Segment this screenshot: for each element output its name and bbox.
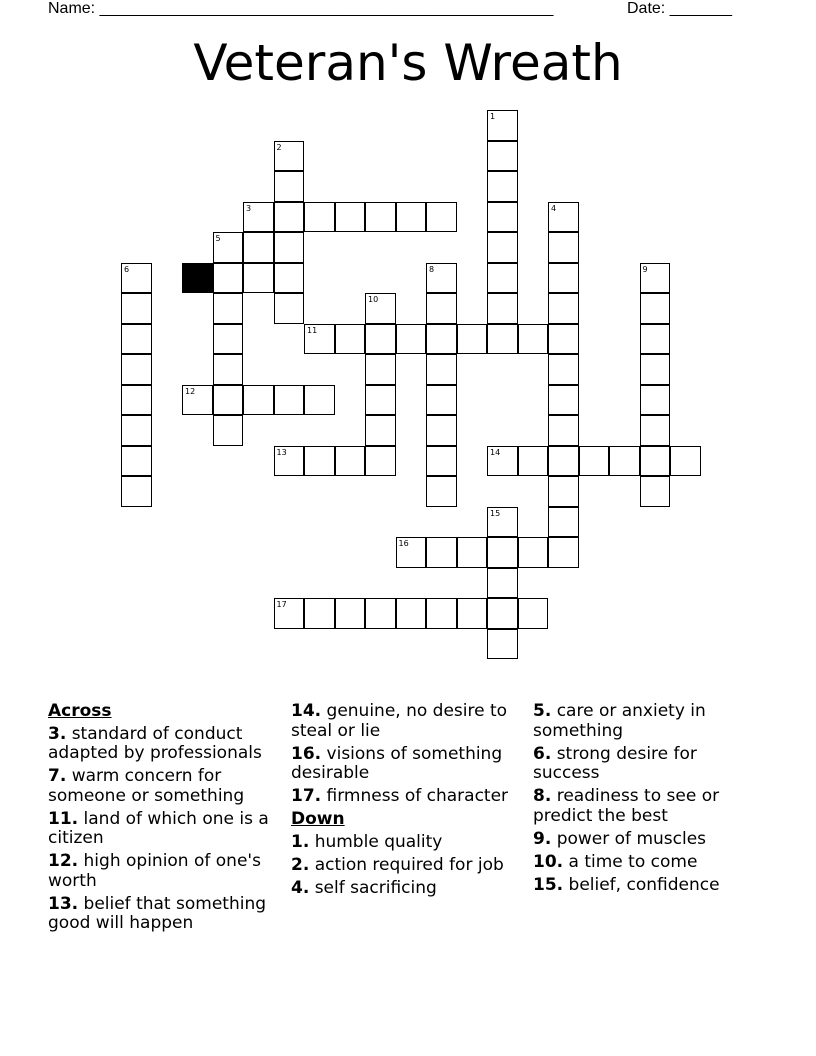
grid-cell[interactable] [426, 598, 457, 629]
clue-number: 6. [533, 743, 552, 764]
clue-text: land of which one is a citizen [48, 808, 269, 848]
clue-text: visions of something desirable [291, 743, 503, 783]
cell-number: 5 [215, 234, 221, 243]
grid-cell[interactable] [426, 446, 457, 477]
grid-cell[interactable] [426, 415, 457, 446]
grid-cell[interactable] [518, 537, 549, 568]
across-clue [291, 702, 523, 741]
grid-cell[interactable] [335, 446, 366, 477]
grid-cell[interactable] [487, 537, 518, 568]
down-clue [291, 856, 523, 876]
clue-text: self sacrificing [314, 877, 437, 898]
puzzle-title: Veteran's Wreath [193, 34, 623, 92]
name-field-label[interactable]: Name: ___________________________________________________ [48, 0, 554, 17]
grid-cell[interactable] [487, 324, 518, 355]
clue-number: 12. [48, 851, 79, 871]
grid-cell[interactable] [548, 293, 579, 324]
grid-cell[interactable] [640, 476, 671, 507]
grid-cell[interactable] [487, 202, 518, 233]
down-clue [533, 787, 765, 826]
grid-cell[interactable] [213, 324, 244, 355]
cell-number: 9 [642, 264, 648, 274]
grid-cell[interactable] [213, 385, 244, 416]
grid-cell[interactable] [426, 263, 457, 294]
grid-cell[interactable] [548, 324, 579, 355]
cell-number: 11 [307, 325, 318, 335]
grid-cell[interactable] [457, 537, 488, 568]
across-heading: Across [48, 701, 112, 721]
grid-cell[interactable] [548, 263, 579, 294]
cell-number: 16 [398, 539, 409, 548]
grid-cell[interactable] [274, 385, 305, 416]
grid-cell[interactable] [121, 324, 152, 355]
grid-cell[interactable] [487, 568, 518, 599]
grid-cell[interactable] [548, 385, 579, 416]
clue-number: 14. [291, 701, 322, 721]
grid-cell[interactable] [243, 263, 274, 294]
clue-text: a time to come [568, 851, 698, 872]
clue-text: standard of conduct adapted by professionals [48, 723, 262, 763]
grid-cell[interactable] [365, 446, 396, 477]
grid-cell[interactable] [609, 446, 640, 477]
grid-cell[interactable] [640, 263, 671, 294]
grid-cell[interactable] [579, 446, 610, 477]
clue-text: high opinion of one's worth [48, 851, 261, 891]
grid-cell[interactable] [396, 537, 427, 568]
grid-cell[interactable] [548, 507, 579, 538]
grid-cell[interactable] [274, 232, 305, 263]
grid-cell[interactable] [548, 415, 579, 446]
grid-cell[interactable] [457, 598, 488, 629]
grid-cell[interactable] [640, 385, 671, 416]
cell-number: 13 [276, 447, 287, 457]
cell-number: 12 [185, 386, 196, 396]
grid-cell[interactable] [518, 324, 549, 355]
across-clue [48, 810, 280, 849]
clue-text: strong desire for success [533, 743, 697, 783]
grid-cell[interactable] [304, 324, 335, 355]
grid-cell[interactable] [365, 385, 396, 416]
grid-cell[interactable] [121, 293, 152, 324]
grid-cell[interactable] [487, 293, 518, 324]
grid-cell[interactable] [274, 598, 305, 629]
grid-cell[interactable] [365, 415, 396, 446]
grid-cell[interactable] [396, 202, 427, 233]
grid-cell[interactable] [487, 507, 518, 538]
grid-cell[interactable] [274, 202, 305, 233]
cell-number: 6 [124, 264, 130, 274]
down-clue [533, 853, 765, 873]
grid-cell[interactable] [396, 598, 427, 629]
across-clue [291, 787, 523, 807]
grid-cell[interactable] [457, 324, 488, 355]
grid-cell[interactable] [274, 171, 305, 202]
clue-column-3 [533, 702, 765, 899]
grid-cell[interactable] [426, 293, 457, 324]
grid-cell[interactable] [640, 415, 671, 446]
clue-text: action required for job [314, 854, 504, 875]
grid-cell[interactable] [548, 202, 579, 233]
clue-text: firmness of character [326, 786, 509, 806]
clue-number: 15. [533, 874, 564, 895]
cell-number: 4 [551, 203, 557, 213]
grid-cell[interactable] [274, 263, 305, 294]
grid-cell[interactable] [487, 446, 518, 477]
grid-cell[interactable] [487, 141, 518, 172]
grid-cell[interactable] [213, 415, 244, 446]
grid-cell[interactable] [335, 202, 366, 233]
grid-cell[interactable] [121, 385, 152, 416]
grid-cell[interactable] [548, 232, 579, 263]
cell-number: 14 [490, 447, 501, 457]
clue-number: 2. [291, 854, 310, 875]
grid-cell[interactable] [670, 446, 701, 477]
cell-number: 15 [490, 508, 501, 518]
cell-number: 17 [276, 600, 287, 609]
grid-cell[interactable] [121, 263, 152, 294]
grid-cell[interactable] [304, 446, 335, 477]
grid-cell[interactable] [548, 446, 579, 477]
across-clue [48, 895, 280, 934]
grid-cell[interactable] [548, 354, 579, 385]
grid-cell[interactable] [426, 202, 457, 233]
grid-cell[interactable] [487, 232, 518, 263]
grid-cell[interactable] [121, 476, 152, 507]
grid-cell[interactable] [121, 415, 152, 446]
across-clue [291, 745, 523, 784]
grid-cell[interactable] [426, 354, 457, 385]
grid-cell[interactable] [487, 171, 518, 202]
clue-number: 16. [291, 743, 322, 764]
across-clue [48, 767, 280, 806]
down-clue [533, 876, 765, 896]
grid-cell[interactable] [487, 110, 518, 141]
grid-cell[interactable] [487, 263, 518, 294]
grid-cell[interactable] [365, 293, 396, 324]
clue-text: belief that something good will happen [48, 893, 267, 933]
grid-cell[interactable] [274, 141, 305, 172]
grid-cell[interactable] [396, 324, 427, 355]
clue-number: 9. [533, 828, 552, 849]
grid-cell[interactable] [487, 598, 518, 629]
date-field-label[interactable]: Date: _______ [627, 0, 732, 17]
clue-column-2 [291, 702, 523, 902]
grid-cell[interactable] [304, 202, 335, 233]
clue-number: 8. [533, 786, 552, 806]
grid-cell[interactable] [640, 293, 671, 324]
clue-text: humble quality [314, 831, 443, 852]
grid-cell[interactable] [182, 385, 213, 416]
grid-cell[interactable] [365, 324, 396, 355]
grid-cell[interactable] [335, 324, 366, 355]
grid-cell[interactable] [518, 446, 549, 477]
across-clue [48, 852, 280, 891]
grid-cell[interactable] [640, 324, 671, 355]
grid-cell[interactable] [243, 202, 274, 233]
grid-cell[interactable] [426, 476, 457, 507]
clue-number: 1. [291, 831, 310, 852]
cell-number: 3 [246, 203, 252, 213]
grid-cell[interactable] [365, 202, 396, 233]
grid-cell[interactable] [304, 598, 335, 629]
down-clue [533, 745, 765, 784]
grid-cell[interactable] [426, 385, 457, 416]
grid-cell[interactable] [365, 354, 396, 385]
grid-cell[interactable] [548, 537, 579, 568]
grid-cell[interactable] [426, 537, 457, 568]
grid-cell[interactable] [548, 476, 579, 507]
grid-cell[interactable] [426, 324, 457, 355]
black-cell [182, 263, 213, 294]
clue-number: 17. [291, 786, 322, 806]
grid-cell[interactable] [487, 629, 518, 660]
clue-number: 4. [291, 877, 310, 898]
clue-text: belief, confidence [568, 874, 720, 895]
grid-cell[interactable] [365, 598, 396, 629]
cell-number: 1 [490, 112, 496, 121]
clue-number: 3. [48, 723, 67, 744]
clue-text: genuine, no desire to steal or lie [291, 701, 508, 741]
cell-number: 10 [368, 295, 379, 304]
down-clue [291, 833, 523, 853]
clue-number: 10. [533, 851, 564, 872]
clue-text: care or anxiety in something [533, 701, 706, 741]
grid-cell[interactable] [213, 263, 244, 294]
clue-number: 13. [48, 893, 79, 914]
grid-cell[interactable] [335, 598, 366, 629]
clue-number: 5. [533, 701, 552, 721]
clue-text: warm concern for someone or something [48, 766, 245, 806]
grid-cell[interactable] [640, 354, 671, 385]
grid-cell[interactable] [213, 354, 244, 385]
down-clue [291, 879, 523, 899]
grid-cell[interactable] [213, 293, 244, 324]
grid-cell[interactable] [121, 354, 152, 385]
across-clue [48, 725, 280, 764]
clue-text: readiness to see or predict the best [533, 786, 720, 826]
clue-text: power of muscles [556, 828, 707, 849]
grid-cell[interactable] [121, 446, 152, 477]
clue-number: 7. [48, 766, 67, 786]
down-heading: Down [291, 809, 345, 829]
grid-cell[interactable] [274, 293, 305, 324]
clue-number: 11. [48, 808, 79, 829]
clue-column-1 [48, 702, 280, 937]
grid-cell[interactable] [243, 232, 274, 263]
grid-cell[interactable] [304, 385, 335, 416]
grid-cell[interactable] [640, 446, 671, 477]
cell-number: 8 [429, 264, 435, 274]
grid-cell[interactable] [274, 446, 305, 477]
grid-cell[interactable] [243, 385, 274, 416]
down-clue [533, 830, 765, 850]
cell-number: 2 [276, 142, 282, 152]
grid-cell[interactable] [213, 232, 244, 263]
grid-cell[interactable] [518, 598, 549, 629]
down-clue [533, 702, 765, 741]
